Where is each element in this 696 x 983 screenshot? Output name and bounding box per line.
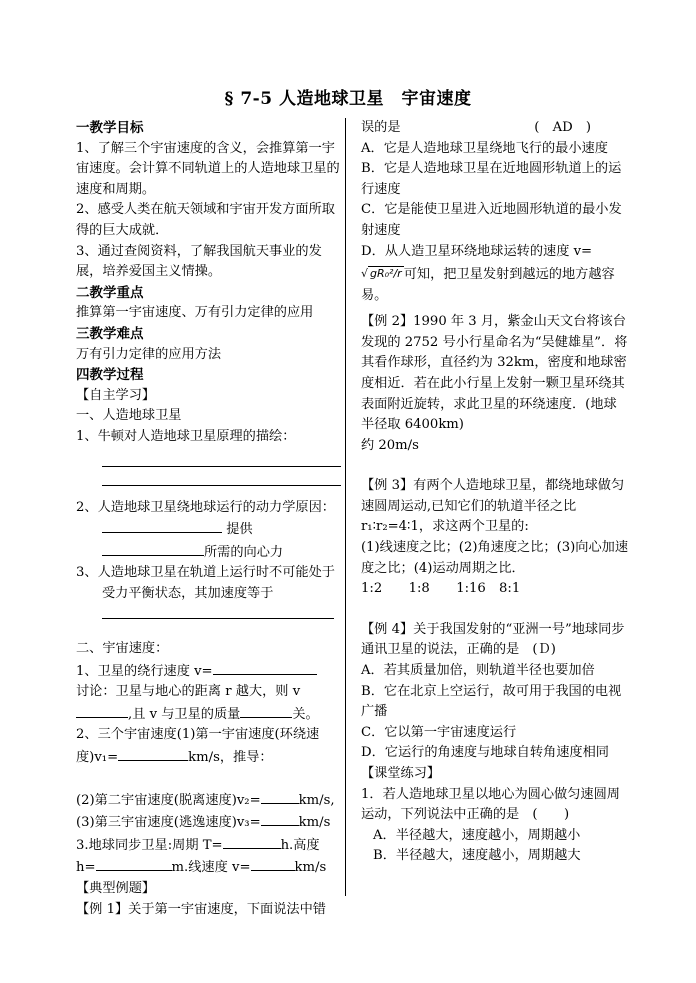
question-newton: 1、牛顿对人造地球卫星原理的描绘： [76, 428, 296, 444]
third-cosmic-velocity: (3)第三宇宙速度(逃逸速度)v₃= km/s [76, 811, 341, 834]
example-4-option-b: B．它在北京上空运行，故可用于我国的电视广播 [361, 683, 622, 720]
column-divider [345, 118, 346, 896]
sqrt-formula: √ gR₀²/r [361, 267, 402, 281]
example-1-answer: ( AD ) [534, 120, 591, 135]
self-study-heading: 【自主学习】 [76, 387, 156, 403]
example-1-option-d: D．从人造卫星环绕地球运转的速度 v= [361, 243, 593, 259]
answer-blank[interactable] [102, 518, 222, 533]
difficulty: 万有引力定律的应用方法 [76, 346, 222, 362]
answer-blank[interactable] [102, 604, 334, 619]
right-column [361, 118, 629, 867]
example-1-option-a: A．它是人造地球卫星绕地飞行的最小速度 [361, 140, 608, 156]
page-title: § 7-5 人造地球卫星 宇宙速度 [224, 89, 472, 109]
answer-blank[interactable] [102, 541, 204, 556]
section-process-heading: 四教学过程 [76, 367, 144, 384]
section-difficulty-heading: 三教学难点 [76, 325, 144, 342]
example-1-option-b: B．它是人造地球卫星在近地圆形轨道上的运行速度 [361, 161, 622, 197]
question-dynamics: 2、人造地球卫星绕地球运行的动力学原因： 提供 所需的向心力 [76, 499, 335, 560]
example-1-option-c: C．它是能使卫星进入近地圆形轨道的最小发射速度 [361, 202, 622, 238]
example-3: 【例 3】有两个人造地球卫星，都绕地球做匀速圆周运动,已知它们的轨道半径之比 r₁∶r₂=4∶1，求这两个卫星的: [361, 478, 625, 535]
example-1-option-d-cont: √ gR₀²/r 可知，把卫星发射到越远的地方越容易。 [361, 264, 629, 306]
example-1-stem: 【例 1】关于第一宇宙速度，下面说法中错 [76, 901, 326, 917]
key-point: 推算第一宇宙速度、万有引力定律的应用 [76, 305, 314, 321]
answer-blank[interactable] [223, 834, 281, 849]
answer-blank[interactable] [213, 660, 317, 675]
answer-blank[interactable] [240, 703, 292, 718]
example-4-option-a: A．若其质量加倍，则轨道半径也要加倍 [361, 663, 595, 679]
question-acceleration: 3、人造地球卫星在轨道上运行时不可能处于受力平衡状态，其加速度等于 [76, 563, 341, 627]
examples-heading: 【典型例题】 [76, 881, 156, 896]
question-three-velocities: 2、三个宇宙速度(1)第一宇宙速度(环绕速度)v₁= km/s，推导： [76, 727, 320, 766]
objective-3: 3、通过查阅资料，了解我国航天事业的发展，培养爱国主义情操。 [76, 243, 322, 280]
answer-blank[interactable] [251, 856, 295, 871]
question-orbit-speed: 1、卫星的绕行速度 v= [76, 660, 341, 683]
example-4-option-d: D．它运行的角速度与地球自转角速度相同 [361, 745, 609, 761]
left-column [76, 118, 341, 920]
practice-1-option-b: B．半径越大，速度越小，周期越大 [373, 848, 581, 864]
answer-blank[interactable] [261, 811, 299, 826]
answer-blank[interactable] [96, 856, 172, 871]
discussion: 讨论：卫星与地心的距离 r 越大，则 v,且 v 与卫星的质量 关。 [76, 684, 319, 722]
example-2: 【例 2】1990 年 3 月，紫金山天文台将该台发现的 2752 号小行星命名为“吴健雄星”．将其看作球形，直径约为 32km，密度和地球密度相近．若在此小行星上发射一颗卫星环绕其表面附近旋转，求此卫星的环绕速度．(地球半径取 6400km) [361, 314, 628, 433]
example-3-questions: (1)线速度之比；(2)角速度之比；(3)向心加速度之比；(4)运动周期之比． [361, 540, 629, 576]
answer-blank[interactable] [118, 746, 188, 761]
answer-blank[interactable] [76, 703, 128, 718]
answer-blank[interactable] [261, 789, 299, 804]
artificial-satellite-heading: 一、人造地球卫星 [76, 408, 182, 424]
practice-1: 1．若人造地球卫星以地心为圆心做匀速圆周运动，下列说法中正确的是 ( ) [361, 786, 620, 823]
objective-1: 1、了解三个宇宙速度的含义，会推算第一宇宙速度。会计算不同轨道上的人造地球卫星的速度和周期。 [76, 140, 340, 197]
section-objectives-heading: 一教学目标 [76, 120, 144, 136]
example-1-stem-cont: 误的是 ( AD ) [361, 118, 629, 139]
practice-1-option-a: A．半径越大，速度越小，周期越小 [373, 827, 581, 843]
classroom-practice-heading: 【课堂练习】 [361, 766, 441, 782]
answer-blank-line[interactable] [102, 448, 341, 467]
section-key-points-heading: 二教学重点 [76, 284, 144, 301]
answer-blank-line[interactable] [102, 467, 341, 486]
example-3-answer: 1:2 1:8 1:16 8:1 [361, 581, 521, 597]
example-4-option-c: C．它以第一宇宙速度运行 [361, 724, 517, 740]
objective-2: 2、感受人类在航天领域和宇宙开发方面所取得的巨大成就． [76, 202, 335, 238]
second-cosmic-velocity: (2)第二宇宙速度(脱离速度)v₂= km/s, [76, 789, 341, 812]
example-4: 【例 4】关于我国发射的“亚洲一号”地球同步通讯卫星的说法，正确的是 (Ｄ) [361, 621, 625, 658]
geosynchronous-satellite: 3.地球同步卫星:周期 T= h.高度 h= m.线速度 v= km/s [76, 834, 341, 879]
cosmic-velocity-heading: 二、宇宙速度： [76, 641, 169, 657]
example-2-answer: 约 20m/s [361, 437, 419, 453]
